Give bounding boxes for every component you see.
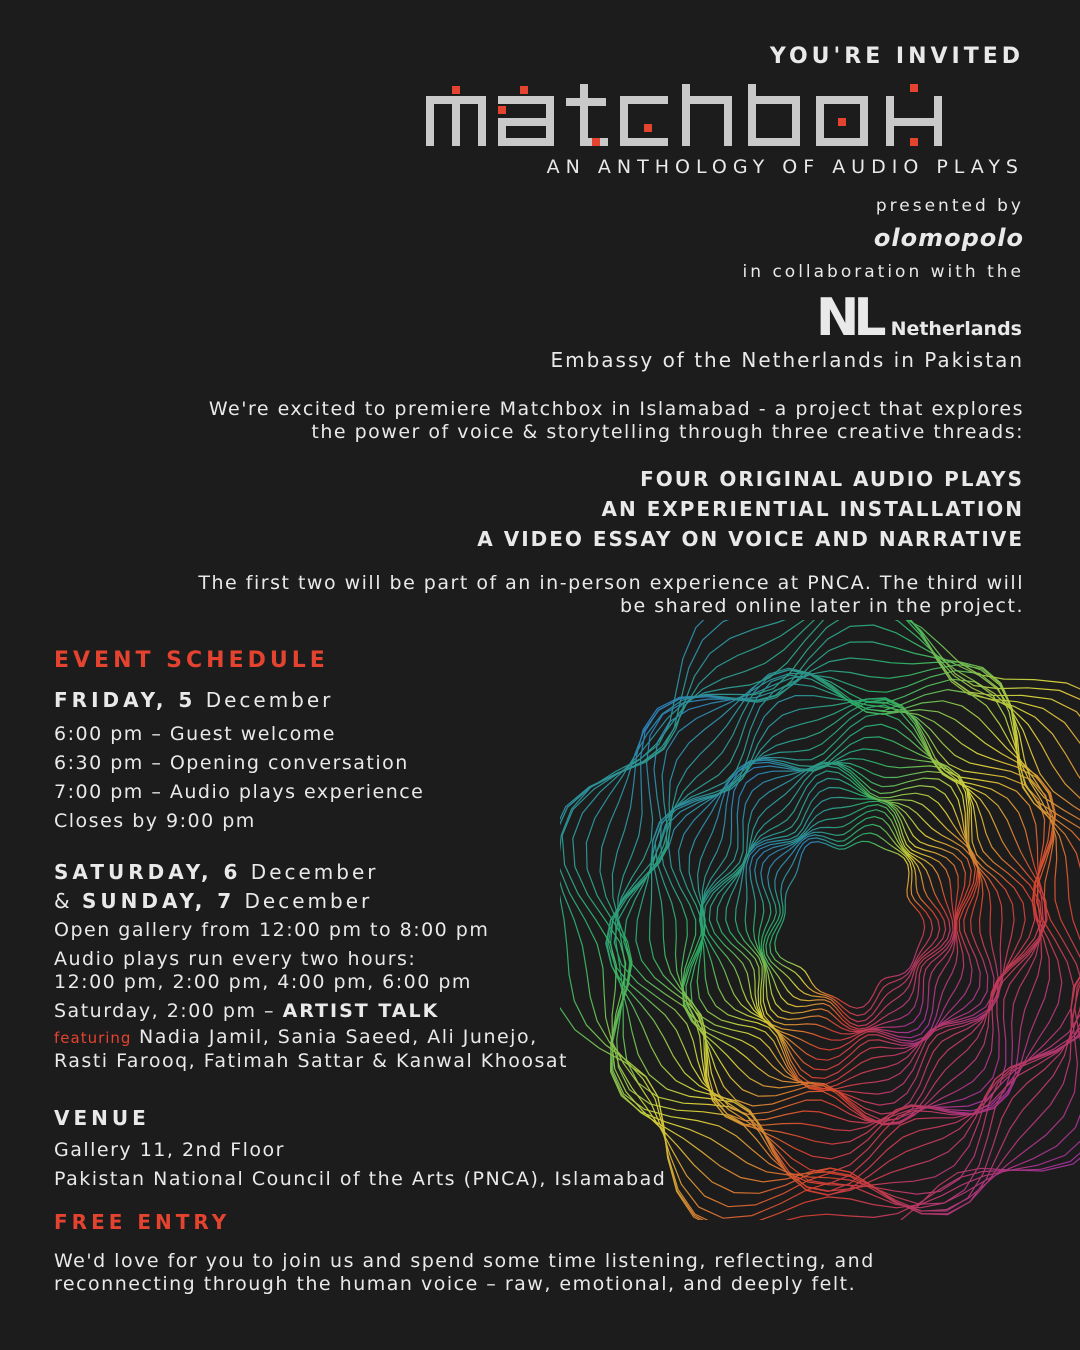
- wave-line: [653, 699, 1044, 1123]
- schedule-heading: EVENT SCHEDULE: [54, 648, 329, 673]
- closing-text: [54, 1250, 875, 1296]
- artists-line: Nadia Jamil, Sania Saeed, Ali Junejo,: [139, 1026, 538, 1048]
- artist-talk-label: ARTIST TALK: [282, 1000, 440, 1022]
- free-entry: FREE ENTRY: [54, 1210, 231, 1234]
- thread-item: A VIDEO ESSAY ON VOICE AND NARRATIVE: [477, 527, 1024, 551]
- gallery-hours: Open gallery from 12:00 pm to 8:00 pm: [54, 919, 490, 941]
- schedule-item: 7:00 pm – Audio plays experience: [54, 781, 425, 803]
- saturday-day: SATURDAY, 6: [54, 860, 242, 884]
- runs-times: 12:00 pm, 2:00 pm, 4:00 pm, 6:00 pm: [54, 971, 472, 993]
- wave-line: [700, 763, 998, 1091]
- threads-list: [477, 464, 1024, 554]
- wave-line: [775, 841, 925, 1008]
- thread-item: AN EXPERIENTIAL INSTALLATION: [601, 497, 1024, 521]
- outro-line: The first two will be part of an in-person experience at PNCA. The third will: [198, 572, 1024, 594]
- sunday-day: SUNDAY, 7: [81, 889, 236, 913]
- friday-month: December: [205, 688, 334, 712]
- intro-line: We're excited to premiere Matchbox in Islamabad - a project that explores: [208, 398, 1024, 420]
- nl-mark: NL: [815, 288, 881, 348]
- closing-line: reconnecting through the human voice – raw, emotional, and deeply felt.: [54, 1273, 857, 1295]
- wave-line: [607, 673, 1080, 1195]
- venue-line: Pakistan National Council of the Arts (PNCA), Islamabad: [54, 1168, 667, 1190]
- schedule-item: Closes by 9:00 pm: [54, 810, 256, 832]
- venue-heading: VENUE: [54, 1106, 150, 1130]
- artists-line: Rasti Farooq, Fatimah Sattar & Kanwal Khoosat: [54, 1050, 568, 1072]
- friday-day: FRIDAY, 5: [54, 688, 197, 712]
- wave-line: [770, 833, 933, 1016]
- saturday-month: December: [250, 860, 379, 884]
- presented-by: presented by: [875, 196, 1024, 216]
- venue-line: Gallery 11, 2nd Floor: [54, 1139, 285, 1161]
- sunday-month: December: [244, 889, 373, 913]
- wave-line: [614, 670, 1062, 1173]
- outro-line: be shared online later in the project.: [619, 595, 1024, 617]
- venue-block: [54, 1106, 666, 1194]
- wave-line: [661, 700, 1047, 1124]
- runs-line: Audio plays run every two hours:: [54, 948, 417, 970]
- talk-time: Saturday, 2:00 pm –: [54, 1000, 276, 1022]
- wave-line: [606, 670, 1080, 1192]
- matchbox-logo: [426, 84, 1026, 148]
- featuring-label: featuring: [54, 1029, 132, 1047]
- presenter-logo: olomopolo: [873, 224, 1024, 252]
- schedule-item: 6:30 pm – Opening conversation: [54, 752, 409, 774]
- outro-text: [104, 572, 1024, 618]
- ampersand: &: [54, 889, 73, 913]
- weekend-block: [54, 858, 568, 1073]
- friday-block: [54, 688, 424, 836]
- schedule-item: 6:00 pm – Guest welcome: [54, 723, 336, 745]
- invited-heading: YOU'RE INVITED: [769, 44, 1024, 69]
- intro-line: the power of voice & storytelling through three creative threads:: [311, 421, 1024, 443]
- subtitle: AN ANTHOLOGY OF AUDIO PLAYS: [546, 156, 1024, 178]
- wave-line: [611, 671, 1080, 1195]
- closing-line: We'd love for you to join us and spend some time listening, reflecting, and: [54, 1250, 875, 1272]
- embassy-name: Embassy of the Netherlands in Pakistan: [550, 348, 1024, 372]
- collab-text: in collaboration with the: [742, 262, 1024, 282]
- thread-item: FOUR ORIGINAL AUDIO PLAYS: [640, 467, 1024, 491]
- nl-word: Netherlands: [890, 318, 1022, 340]
- netherlands-logo: [815, 288, 1022, 348]
- intro-text: [124, 398, 1024, 444]
